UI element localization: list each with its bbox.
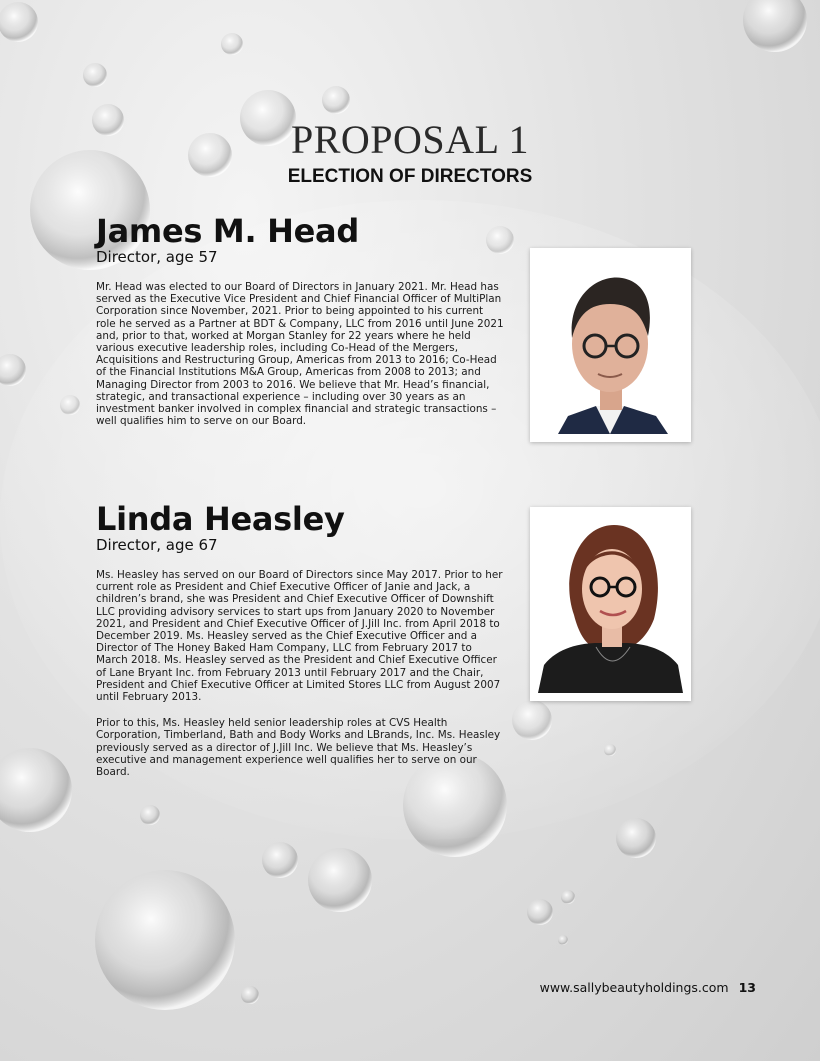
proposal-title: PROPOSAL 1 [290,117,530,162]
director-name: James M. Head [96,212,359,250]
headshot-james-head [538,256,683,434]
director-photo-frame [530,248,691,442]
page-footer [540,980,756,995]
director-role: Director, age 67 [96,536,218,554]
director-bio: Mr. Head was elected to our Board of Directors in January 2021. Mr. Head has served as the Executive Vice President and Chief Financial Officer of MultiPlan Corporation since November, 2021. Prior to being appointed to his current role he served as a Partner at BDT & Company, LLC from 2016 until June 2021 and, prior to that, worked at Morgan Stanley for 22 years where he held various executive leadership roles, including Co-Head of the Mergers, Acquisitions and Restructuring Group, Americas from 2013 to 2016; Co-Head of the Financial Institutions M&A Group, Americas from 2008 to 2013; and Managing Director from 2003 to 2016. We believe that Mr. Head’s financial, strategic, and transactional experience – including over 30 years as an investment banker involved in complex financial and strategic transactions – well qualifies him to serve on our Board. [96,281,504,428]
director-name: Linda Heasley [96,500,345,538]
footer-url[interactable]: www.sallybeautyholdings.com [539,980,729,995]
director-role: Director, age 57 [96,248,218,266]
director-bio: Prior to this, Ms. Heasley held senior leadership roles at CVS Health Corporation, Timberland, Bath and Body Works and LBrands, Inc. Ms. Heasley previously served as a director of J.Jill Inc. We believe that Ms. Heasley’s executive and management experience well qualifies her to serve on our Board. [96,717,501,779]
director-photo-frame [530,507,691,701]
director-bio: Ms. Heasley has served on our Board of Directors since May 2017. Prior to her current role as President and Chief Executive Officer of Janie and Jack, a children’s brand, she was President and Chief Executive Officer of Downshift LLC providing advisory services to start ups from January 2020 to November 2021, and President and Chief Executive Officer of J.Jill Inc. from April 2018 to December 2019. Ms. Heasley served as the Chief Executive Officer and a Director of The Honey Baked Ham Company, LLC from February 2017 to March 2018. Ms. Heasley served as the President and Chief Executive Officer of Lane Bryant Inc. from February 2013 until February 2017 and the Chair, President and Chief Executive Officer at Limited Stores LLC from August 2007 until February 2013. [96,569,503,704]
headshot-linda-heasley [538,515,683,693]
proposal-subtitle: ELECTION OF DIRECTORS [287,166,533,187]
page-number: 13 [738,980,756,995]
director-james-head [96,214,506,441]
director-linda-heasley [96,502,506,792]
